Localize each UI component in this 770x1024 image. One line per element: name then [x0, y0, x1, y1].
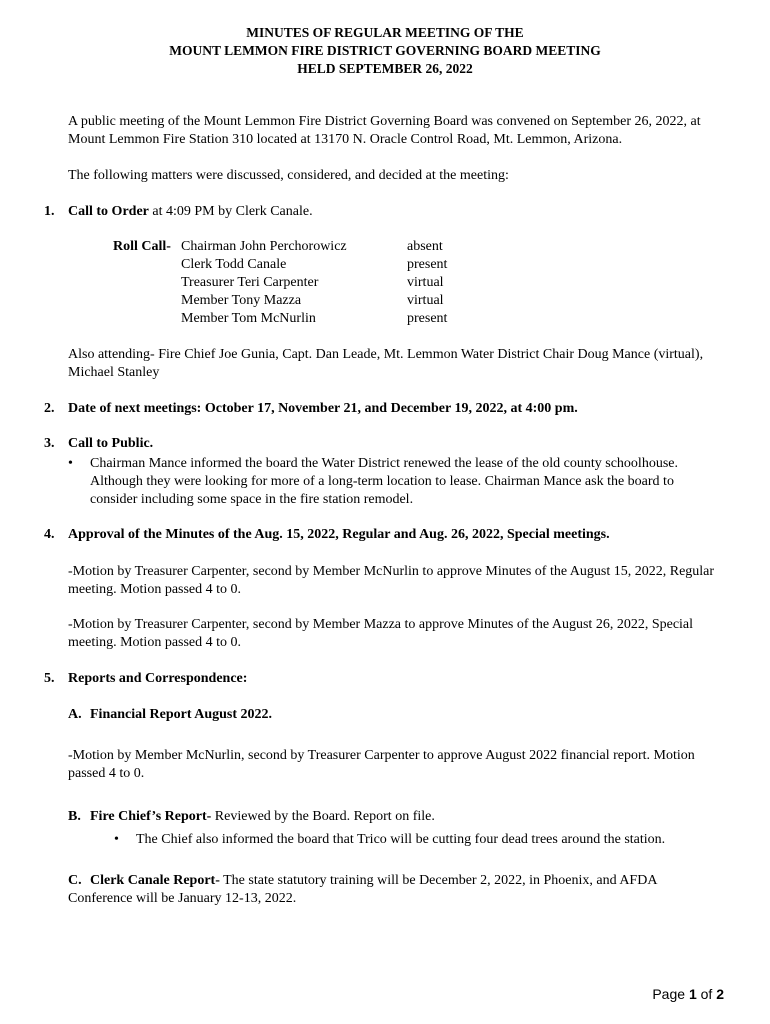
fire-chief-bullet: [114, 831, 736, 849]
member-name: Member Tony Mazza: [181, 293, 302, 308]
item-approval-of-minutes: [44, 526, 734, 544]
member-status: present: [407, 311, 448, 326]
member-status: virtual: [407, 293, 444, 308]
page-number: [652, 985, 724, 1003]
sub-text: Reviewed by the Board. Report on file.: [211, 809, 435, 824]
item-number: 5.: [44, 671, 55, 686]
bullet-icon: •: [68, 456, 73, 471]
item-heading: Approval of the Minutes of the Aug. 15, 2022, Regular and Aug. 26, 2022, Special meetings.: [68, 527, 610, 542]
sub-heading: Fire Chief’s Report-: [90, 809, 212, 824]
item-number: 4.: [44, 527, 55, 542]
member-name: Clerk Todd Canale: [181, 257, 287, 272]
member-status: virtual: [407, 275, 444, 290]
sub-text: The state statutory training will be December 2, 2022, in Phoenix, and AFDA Conference will be January 12-13, 2022.: [68, 873, 657, 906]
sub-heading: Financial Report August 2022.: [90, 707, 273, 722]
item-text: at 4:09 PM by Clerk Canale.: [148, 204, 313, 219]
title-line-2: MOUNT LEMMON FIRE DISTRICT GOVERNING BOARD MEETING: [169, 43, 601, 58]
title-line-1: MINUTES OF REGULAR MEETING OF THE: [246, 25, 524, 40]
intro-paragraph: A public meeting of the Mount Lemmon Fire District Governing Board was convened on September 26, 2022, at Mount Lemmon Fire Station 310 located at 13170 N. Oracle Control Road, Mt. Lemmon, Arizona.: [68, 114, 701, 147]
member-name: Treasurer Teri Carpenter: [181, 275, 319, 290]
item-heading: Reports and Correspondence:: [68, 671, 248, 686]
motion-aug-26: -Motion by Treasurer Carpenter, second by Member Mazza to approve Minutes of the August 26, 2022, Special meeting. Motion passed 4 to 0.: [68, 617, 694, 650]
item-number: 2.: [44, 401, 55, 416]
sub-letter: C.: [68, 873, 82, 888]
page-word: Page: [652, 986, 686, 1002]
page-of-word: of: [700, 986, 713, 1002]
also-attending: Also attending- Fire Chief Joe Gunia, Capt. Dan Leade, Mt. Lemmon Water District Chair Doug Mance (virtual), Michael Stanley: [68, 347, 704, 380]
item-heading: Call to Order: [68, 204, 149, 219]
roll-call-label: Roll Call-: [113, 239, 171, 254]
sub-letter: B.: [68, 809, 81, 824]
member-status: present: [407, 257, 448, 272]
item-number: 1.: [44, 204, 55, 219]
roll-call-statuses: [407, 238, 447, 328]
item-heading: Call to Public.: [68, 436, 154, 451]
bullet-icon: •: [114, 832, 119, 847]
item-number: 3.: [44, 436, 55, 451]
bullet-text: The Chief also informed the board that Trico will be cutting four dead trees around the station.: [136, 832, 666, 847]
intro-lead: The following matters were discussed, considered, and decided at the meeting:: [68, 168, 509, 183]
member-status: absent: [407, 239, 443, 254]
item-call-to-public: [44, 435, 734, 453]
roll-call-names: [181, 238, 347, 328]
sub-clerk-report: [68, 872, 718, 908]
motion-aug-15: -Motion by Treasurer Carpenter, second by Member McNurlin to approve Minutes of the August 15, 2022, Regular meeting. Motion passed 4 to 0.: [68, 564, 715, 597]
sub-heading: Clerk Canale Report-: [90, 873, 220, 888]
title-line-3: HELD SEPTEMBER 26, 2022: [297, 61, 473, 76]
item-heading: Date of next meetings: October 17, November 21, and December 19, 2022, at 4:00 pm.: [68, 401, 578, 416]
sub-letter: A.: [68, 707, 82, 722]
page-total: 2: [716, 986, 724, 1002]
item-next-meetings: [44, 400, 734, 418]
item-call-to-order: [44, 203, 734, 221]
document-title: [0, 24, 770, 78]
page-current: 1: [688, 986, 697, 1002]
call-to-public-bullet: [68, 455, 710, 509]
member-name: Member Tom McNurlin: [181, 311, 316, 326]
sub-fire-chief-report: [68, 808, 718, 826]
member-name: Chairman John Perchorowicz: [181, 239, 347, 254]
bullet-text: Chairman Mance informed the board the Water District renewed the lease of the old county schoolhouse. Although they were looking for more of a long-term location to lease. Chairman Mance ask the board to consider including some space in the fire station remodel.: [90, 456, 678, 507]
sub-financial-report: [68, 706, 718, 724]
item-reports: [44, 670, 734, 688]
motion-financial-report: -Motion by Member McNurlin, second by Treasurer Carpenter to approve August 2022 financial report. Motion passed 4 to 0.: [68, 748, 695, 781]
